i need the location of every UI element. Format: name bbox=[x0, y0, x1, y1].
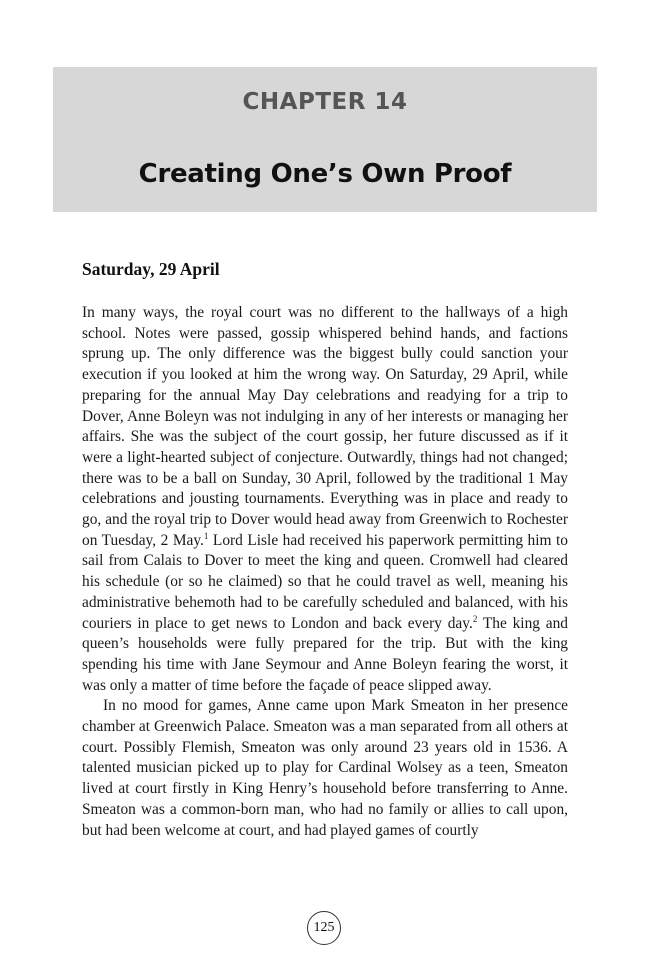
paragraph-2: In no mood for games, Anne came upon Mark Smeaton in her presence chamber at Greenwich Palace. Smeaton was a man separated from all others at court. Possibly Flemish, Smeaton was only around 23 years old in 1536. A talented musician picked up to play for Cardinal Wolsey as a teen, Smeaton lived at court firstly in King Henry’s household before transferring to Anne. Smeaton was a common-born man, who had no family or allies to call upon, but had been welcome at court, and had played games of courtly bbox=[82, 697, 568, 839]
footnote-marker-1[interactable]: 1 bbox=[203, 530, 209, 541]
chapter-header-band bbox=[53, 67, 597, 212]
paragraph-1 bbox=[82, 303, 568, 696]
chapter-title: Creating One’s Own Proof bbox=[138, 159, 512, 189]
body-text bbox=[82, 303, 568, 841]
footnote-marker-2[interactable]: 2 bbox=[472, 613, 478, 624]
chapter-number: CHAPTER 14 bbox=[242, 89, 408, 115]
paragraph-1-part-b: Lord Lisle had received his paperwork permitting him to sail from Calais to Dover to meet the king and queen. Cromwell had cleared his schedule (or so he claimed) so that he could travel as well, meaning his administrative behemoth had to be carefully scheduled and balanced, with his couriers in place to get news to London and back every day. bbox=[82, 531, 568, 632]
page-number-badge: 125 bbox=[307, 911, 341, 945]
paragraph-1-part-a: In many ways, the royal court was no different to the hallways of a high school. Notes were passed, gossip whispered behind hands, and factions sprung up. The only difference was the biggest bully could sanction your execution if you looked at him the wrong way. On Saturday, 29 April, while preparing for the annual May Day celebrations and readying for a trip to Dover, Anne Boleyn was not indulging in any of her interests or managing her affairs. She was the subject of the court gossip, her future discussed as if it were a light-hearted subject of conjecture. Outwardly, things had not changed; there was to be a ball on Sunday, 30 April, followed by the traditional 1 May celebrations and jousting tournaments. Everything was in place and ready to go, and the royal trip to Dover would head away from Greenwich to Rochester on Tuesday, 2 May. bbox=[82, 304, 568, 549]
section-heading: Saturday, 29 April bbox=[82, 259, 220, 279]
paragraph-1-part-c: The king and queen’s households were fully prepared for the trip. But with the king spending his time with Jane Seymour and Anne Boleyn fearing the worst, it was only a matter of time before the façade of peace slipped away. bbox=[82, 614, 569, 694]
